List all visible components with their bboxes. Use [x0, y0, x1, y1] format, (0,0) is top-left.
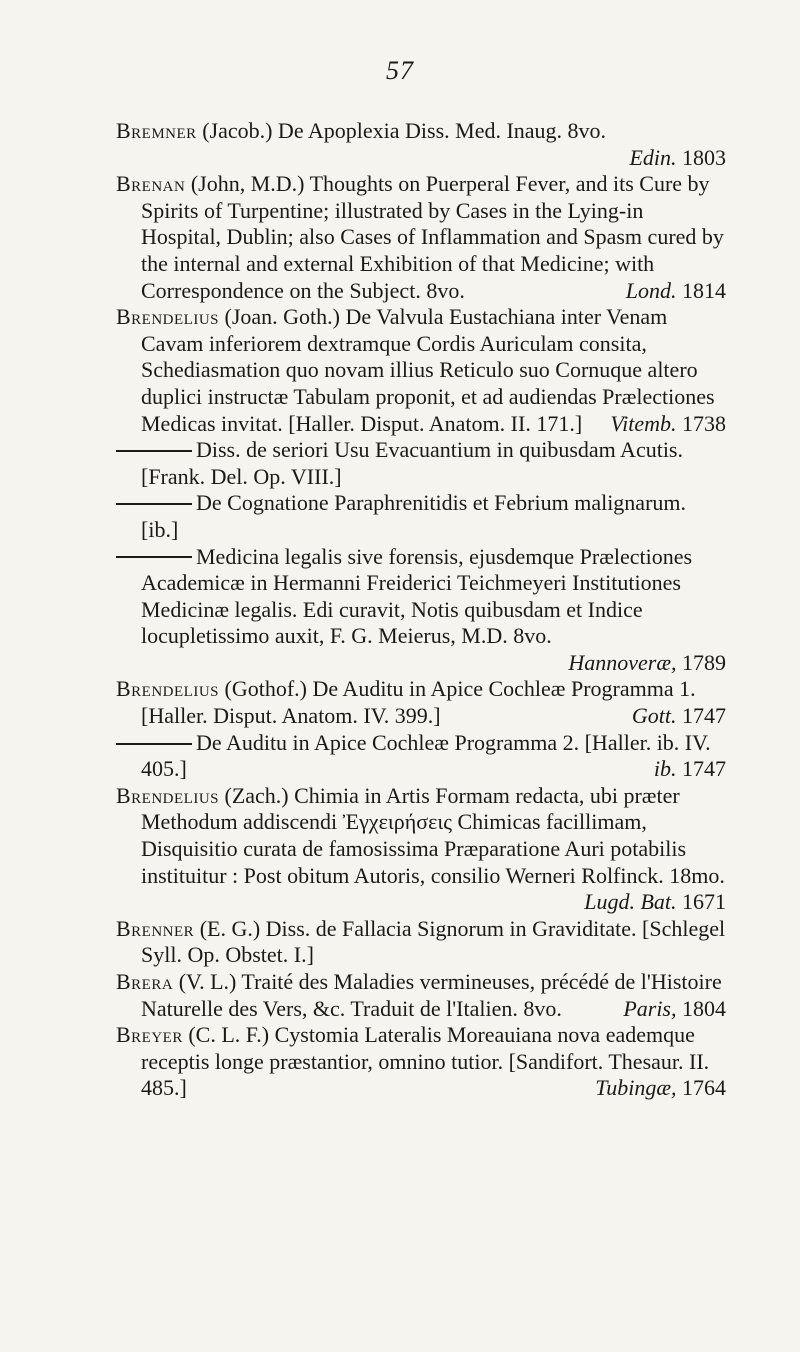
entry-title: (Zach.) Chimia in Artis Formam redacta, ubi præter Methodum addiscendi Ἐγχειρήσεις Chimicas facillimam, Disquisitio curata de famosissima Præparatione Auri potabilis instituitur : Post obitum Autoris, consilio Werneri Rolfinck. 18mo.: [141, 782, 725, 888]
entry-title: (Gothof.) De Auditu in Apice Cochleæ Programma 1. [Haller. Disput. Anatom. IV. 399.]: [141, 676, 696, 729]
ditto-dash: [116, 556, 192, 558]
entry-place: Gott.: [631, 703, 677, 729]
entry-year: 1789: [676, 649, 726, 675]
entry-brendelius-gothof-2: [116, 730, 726, 783]
entry-bremner: [116, 118, 726, 171]
entry-title: (V. L.) Traité des Maladies vermineuses, précédé de l'Histoire Naturelle des Vers, &c. Traduit de l'Italien. 8vo.: [141, 969, 722, 1021]
entry-brendelius-joan: [116, 304, 726, 437]
entry-author: Brendelius: [116, 782, 220, 808]
entry-author: Bremner: [116, 118, 197, 143]
entry-author: Brenan: [116, 171, 186, 197]
entry-year: 1814: [676, 277, 726, 303]
entry-title: De Auditu in Apice Cochleæ Programma 2. [Haller. ib. IV. 405.]: [141, 729, 711, 782]
entry-title: (C. L. F.) Cystomia Lateralis Moreauiana nova eademque receptis longe præstantior, omnino tutior. [Sandifort. Thesaur. II. 485.]: [141, 1022, 710, 1101]
entry-title: (Jacob.) De Apoplexia Diss. Med. Inaug. 8vo.: [196, 118, 607, 143]
entry-year: 1764: [676, 1075, 726, 1101]
entry-imprint: [141, 145, 726, 172]
entry-year: 1671: [676, 889, 726, 915]
ditto-dash: [116, 450, 192, 452]
entry-list: [116, 118, 726, 1102]
entry-year: 1747: [676, 703, 726, 729]
entry-brendelius-joan-4: [116, 544, 726, 677]
entry-imprint: [141, 650, 726, 677]
entry-place: Hannoveræ,: [568, 649, 677, 675]
entry-imprint: [626, 278, 726, 305]
entry-place: ib.: [653, 756, 677, 782]
entry-year: 1803: [676, 144, 726, 170]
entry-author: Brendelius: [116, 304, 220, 330]
entry-author: Brendelius: [116, 676, 220, 702]
entry-imprint: [584, 889, 726, 916]
entry-place: Tubingæ,: [595, 1075, 677, 1101]
entry-author: Brera: [116, 969, 174, 994]
ditto-dash: [116, 743, 192, 745]
entry-imprint: [623, 996, 726, 1023]
entry-brendelius-gothof: [116, 676, 726, 729]
entry-imprint: [654, 756, 726, 783]
entry-place: Lond.: [625, 277, 677, 303]
entry-breyer: [116, 1022, 726, 1102]
entry-brendelius-zach: [116, 783, 726, 916]
entry-imprint: [632, 703, 726, 730]
entry-place: Lugd. Bat.: [584, 889, 677, 915]
entry-imprint: [610, 411, 726, 438]
entry-imprint: [595, 1075, 726, 1102]
entry-brenner: [116, 916, 726, 969]
entry-year: 1804: [676, 995, 726, 1021]
entry-brenan: [116, 171, 726, 304]
entry-title: Diss. de seriori Usu Evacuantium in quibusdam Acutis. [Frank. Del. Op. VIII.]: [141, 437, 683, 489]
entry-title: (Joan. Goth.) De Valvula Eustachiana inter Venam Cavam inferiorem dextramque Cordis Auriculam consita, Schediasmation quo novam illius Reticulo suo Cornuque altero duplici instructæ Tabulam proponit, et ad audiendas Prælectiones Medicas invitat. [Haller. Disput. Anatom. II. 171.]: [141, 304, 715, 436]
entry-title: (John, M.D.) Thoughts on Puerperal Fever, and its Cure by Spirits of Turpentine; illustrated by Cases in the Lying-in Hospital, Dublin; also Cases of Inflammation and Spasm cured by the internal and external Exhibition of that Medicine; with Correspondence on the Subject. 8vo.: [141, 171, 724, 303]
entry-brendelius-joan-2: [116, 437, 726, 490]
entry-brendelius-joan-3: [116, 490, 726, 543]
entry-title: (E. G.) Diss. de Fallacia Signorum in Graviditate. [Schlegel Syll. Op. Obstet. I.]: [141, 915, 726, 968]
entry-author: Brenner: [116, 915, 195, 941]
entry-year: 1738: [676, 410, 726, 436]
entry-title: Medicina legalis sive forensis, ejusdemque Prælectiones Academicæ in Hermanni Freiderici Teichmeyeri Institutiones Medicinæ legalis. Edi curavit, Notis quibusdam et Indice locupletissimo auxit, F. G. Meierus, M.D. 8vo.: [141, 543, 693, 649]
page-number: 57: [386, 56, 414, 85]
ditto-dash: [116, 503, 192, 505]
entry-place: Paris,: [623, 995, 677, 1021]
entry-place: Edin.: [629, 144, 677, 170]
entry-place: Vitemb.: [610, 410, 677, 436]
entry-title: De Cognatione Paraphrenitidis et Febrium malignarum. [ib.]: [141, 490, 687, 542]
entry-author: Breyer: [116, 1022, 183, 1048]
entry-year: 1747: [676, 756, 726, 782]
entry-brera: [116, 969, 726, 1022]
